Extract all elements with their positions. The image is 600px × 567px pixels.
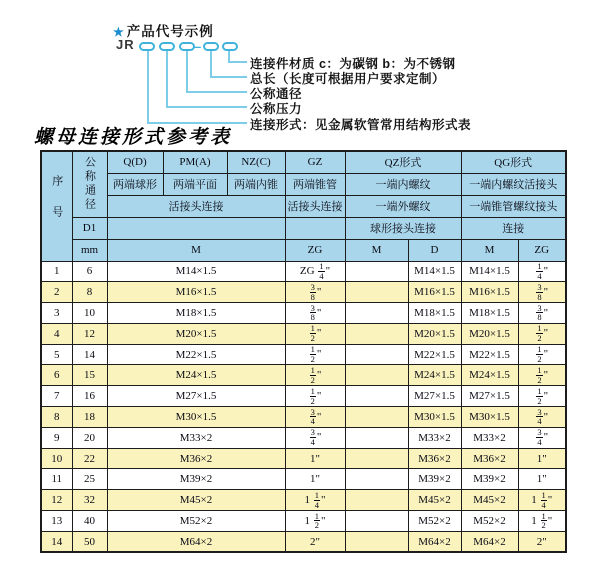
- header-col-qg: QG形式: [461, 151, 566, 173]
- connector-line-h: [210, 76, 247, 78]
- cell-qz-d: M36×2: [408, 448, 461, 469]
- header-qz-connection: 球形接头连接: [345, 217, 461, 239]
- cell-qz-m: [345, 282, 408, 303]
- cell-m: M22×1.5: [107, 344, 285, 365]
- connector-line-v: [166, 51, 168, 106]
- cell-qz-m: [345, 427, 408, 448]
- cell-qg-m: M52×2: [461, 511, 518, 532]
- cell-qz-d: M14×1.5: [408, 261, 461, 282]
- cell-qz-m: [345, 365, 408, 386]
- cell-qz-m: [345, 469, 408, 490]
- cell-seq: 12: [41, 490, 72, 511]
- header-pm-desc: 两端平面: [163, 173, 227, 195]
- cell-qz-m: [345, 448, 408, 469]
- cell-gz-zg: 1 $\frac{1}{4}$ ": [285, 490, 345, 511]
- cell-mm: 32: [72, 490, 107, 511]
- cell-mm: 15: [72, 365, 107, 386]
- cell-qg-m: M33×2: [461, 427, 518, 448]
- table-row: [41, 303, 566, 324]
- table-row: [41, 344, 566, 365]
- cell-qz-d: M39×2: [408, 469, 461, 490]
- cell-qz-d: M24×1.5: [408, 365, 461, 386]
- header-gz-desc: 两端锥管: [285, 173, 345, 195]
- cell-qg-zg: $\frac{3}{8}$ ": [518, 303, 566, 324]
- table-body: [41, 261, 566, 552]
- cell-gz-zg: ZG $\frac{1}{4}$ ": [285, 261, 345, 282]
- header-col-qz: QZ形式: [345, 151, 461, 173]
- code-box-2: [159, 42, 175, 51]
- table-row: [41, 531, 566, 552]
- cell-qg-m: M27×1.5: [461, 386, 518, 407]
- header-col-qd: Q(D): [107, 151, 163, 173]
- connector-line-v: [186, 51, 188, 91]
- code-dash: –: [194, 39, 202, 54]
- cell-seq: 2: [41, 282, 72, 303]
- nut-connection-reference-table: [40, 150, 567, 553]
- cell-qz-d: M18×1.5: [408, 303, 461, 324]
- cell-m: M52×2: [107, 511, 285, 532]
- header-qg-connection: 连接: [461, 217, 566, 239]
- table-row: [41, 407, 566, 428]
- cell-gz-zg: $\frac{3}{8}$ ": [285, 282, 345, 303]
- cell-seq: 6: [41, 365, 72, 386]
- cell-m: M20×1.5: [107, 323, 285, 344]
- cell-qg-m: M24×1.5: [461, 365, 518, 386]
- cell-mm: 18: [72, 407, 107, 428]
- cell-qg-zg: 1 $\frac{1}{4}$ ": [518, 490, 566, 511]
- cell-seq: 7: [41, 386, 72, 407]
- diagram-label-material: 连接件材质 c：为碳钢 b：为不锈钢: [250, 57, 456, 71]
- diagram-title-text: 产品代号示例: [126, 24, 214, 39]
- cell-gz-zg: 2": [285, 531, 345, 552]
- cell-qz-m: [345, 490, 408, 511]
- cell-qg-zg: $\frac{1}{2}$ ": [518, 323, 566, 344]
- cell-qz-m: [345, 386, 408, 407]
- connector-line-v: [147, 51, 149, 122]
- cell-qz-m: [345, 511, 408, 532]
- cell-m: M16×1.5: [107, 282, 285, 303]
- cell-m: M64×2: [107, 531, 285, 552]
- cell-m: M14×1.5: [107, 261, 285, 282]
- header-qz-desc1: 一端内螺纹: [345, 173, 461, 195]
- cell-gz-zg: 1": [285, 448, 345, 469]
- cell-qz-d: M16×1.5: [408, 282, 461, 303]
- code-box-4: [203, 42, 219, 51]
- cell-mm: 25: [72, 469, 107, 490]
- connector-line-h: [166, 106, 247, 108]
- cell-gz-zg: $\frac{3}{4}$ ": [285, 407, 345, 428]
- cell-mm: 10: [72, 303, 107, 324]
- table-row: [41, 469, 566, 490]
- cell-seq: 10: [41, 448, 72, 469]
- cell-qg-m: M22×1.5: [461, 344, 518, 365]
- table-row: [41, 511, 566, 532]
- cell-qz-d: M30×1.5: [408, 407, 461, 428]
- cell-qg-zg: 2": [518, 531, 566, 552]
- code-box-3: [179, 42, 195, 51]
- cell-seq: 9: [41, 427, 72, 448]
- cell-qz-d: M45×2: [408, 490, 461, 511]
- cell-qg-m: M20×1.5: [461, 323, 518, 344]
- diagram-label-connection: 连接形式：见金属软管常用结构形式表: [250, 118, 472, 132]
- cell-qg-m: M45×2: [461, 490, 518, 511]
- product-code-prefix: JR: [116, 37, 135, 52]
- cell-m: M24×1.5: [107, 365, 285, 386]
- table-header: [41, 151, 566, 261]
- cell-qg-zg: $\frac{3}{4}$ ": [518, 427, 566, 448]
- cell-gz-zg: 1": [285, 469, 345, 490]
- cell-qg-zg: 1": [518, 448, 566, 469]
- cell-seq: 5: [41, 344, 72, 365]
- cell-qg-zg: 1": [518, 469, 566, 490]
- cell-qg-zg: $\frac{1}{4}$ ": [518, 261, 566, 282]
- cell-seq: 11: [41, 469, 72, 490]
- connector-line-v: [228, 51, 230, 61]
- connector-line-h: [186, 91, 247, 93]
- cell-qg-zg: $\frac{1}{2}$ ": [518, 386, 566, 407]
- cell-qg-m: M30×1.5: [461, 407, 518, 428]
- table-row: [41, 490, 566, 511]
- header-m2: M: [345, 239, 408, 261]
- cell-mm: 12: [72, 323, 107, 344]
- cell-qg-zg: $\frac{1}{2}$ ": [518, 344, 566, 365]
- header-col-gz: GZ: [285, 151, 345, 173]
- cell-gz-zg: $\frac{3}{4}$ ": [285, 427, 345, 448]
- diagram-label-diameter: 公称通径: [250, 87, 303, 101]
- table-title: 螺母连接形式参考表: [34, 127, 233, 148]
- header-d1: D1: [72, 217, 107, 239]
- cell-mm: 50: [72, 531, 107, 552]
- cell-gz-zg: 1 $\frac{1}{2}$ ": [285, 511, 345, 532]
- cell-qg-zg: 1 $\frac{1}{2}$ ": [518, 511, 566, 532]
- cell-gz-zg: $\frac{1}{2}$ ": [285, 365, 345, 386]
- cell-m: M33×2: [107, 427, 285, 448]
- header-zg2: ZG: [518, 239, 566, 261]
- table-row: [41, 282, 566, 303]
- cell-seq: 13: [41, 511, 72, 532]
- cell-qg-m: M64×2: [461, 531, 518, 552]
- cell-qz-m: [345, 261, 408, 282]
- cell-gz-zg: $\frac{3}{8}$ ": [285, 303, 345, 324]
- cell-qz-m: [345, 531, 408, 552]
- cell-m: M39×2: [107, 469, 285, 490]
- cell-qz-d: M20×1.5: [408, 323, 461, 344]
- header-m1: M: [107, 239, 285, 261]
- connector-line-v: [210, 51, 212, 76]
- cell-m: M45×2: [107, 490, 285, 511]
- header-empty-gz: [285, 217, 345, 239]
- header-union-connection: 活接头连接: [107, 195, 285, 217]
- table-row: [41, 261, 566, 282]
- cell-qg-zg: $\frac{1}{2}$ ": [518, 365, 566, 386]
- header-nz-desc: 两端内锥: [227, 173, 285, 195]
- cell-qz-m: [345, 323, 408, 344]
- header-gz-connection: 活接头连接: [285, 195, 345, 217]
- header-col-pm: PM(A): [163, 151, 227, 173]
- cell-mm: 8: [72, 282, 107, 303]
- cell-qz-m: [345, 344, 408, 365]
- cell-qz-m: [345, 407, 408, 428]
- cell-qz-d: M22×1.5: [408, 344, 461, 365]
- code-box-1: [139, 42, 155, 51]
- cell-qz-d: M64×2: [408, 531, 461, 552]
- cell-qg-m: M39×2: [461, 469, 518, 490]
- cell-seq: 14: [41, 531, 72, 552]
- cell-m: M27×1.5: [107, 386, 285, 407]
- cell-mm: 6: [72, 261, 107, 282]
- connector-line-h: [228, 61, 247, 63]
- header-col-nz: NZ(C): [227, 151, 285, 173]
- star-icon: ★: [113, 25, 125, 39]
- code-box-5: [222, 42, 238, 51]
- cell-qg-m: M36×2: [461, 448, 518, 469]
- header-qd-desc: 两端球形: [107, 173, 163, 195]
- cell-seq: 1: [41, 261, 72, 282]
- cell-gz-zg: $\frac{1}{2}$ ": [285, 323, 345, 344]
- cell-m: M18×1.5: [107, 303, 285, 324]
- header-qz-desc2: 一端外螺纹: [345, 195, 461, 217]
- header-m3: M: [461, 239, 518, 261]
- cell-qg-m: M14×1.5: [461, 261, 518, 282]
- header-seq: 序号: [41, 151, 72, 261]
- header-zg1: ZG: [285, 239, 345, 261]
- table-row: [41, 365, 566, 386]
- cell-mm: 22: [72, 448, 107, 469]
- cell-qg-m: M18×1.5: [461, 303, 518, 324]
- cell-m: M36×2: [107, 448, 285, 469]
- cell-qz-d: M33×2: [408, 427, 461, 448]
- cell-seq: 8: [41, 407, 72, 428]
- header-empty-left: [107, 217, 285, 239]
- cell-m: M30×1.5: [107, 407, 285, 428]
- table-row: [41, 427, 566, 448]
- cell-qg-zg: $\frac{3}{8}$ ": [518, 282, 566, 303]
- diagram-label-length: 总长（长度可根据用户要求定制）: [250, 72, 446, 86]
- cell-gz-zg: $\frac{1}{2}$ ": [285, 344, 345, 365]
- header-d: D: [408, 239, 461, 261]
- cell-qz-m: [345, 303, 408, 324]
- cell-qg-zg: $\frac{3}{4}$ ": [518, 407, 566, 428]
- cell-seq: 3: [41, 303, 72, 324]
- table-row: [41, 323, 566, 344]
- header-qg-desc2: 一端锥管螺纹接头: [461, 195, 566, 217]
- cell-gz-zg: $\frac{1}{2}$ ": [285, 386, 345, 407]
- table-row: [41, 386, 566, 407]
- table-row: [41, 448, 566, 469]
- cell-qg-m: M16×1.5: [461, 282, 518, 303]
- cell-mm: 20: [72, 427, 107, 448]
- cell-qz-d: M27×1.5: [408, 386, 461, 407]
- cell-mm: 40: [72, 511, 107, 532]
- header-qg-desc1: 一端内螺纹活接头: [461, 173, 566, 195]
- cell-mm: 16: [72, 386, 107, 407]
- cell-seq: 4: [41, 323, 72, 344]
- cell-qz-d: M52×2: [408, 511, 461, 532]
- header-diameter: 公称通径: [72, 151, 107, 217]
- header-mm: mm: [72, 239, 107, 261]
- diagram-label-pressure: 公称压力: [250, 102, 303, 116]
- cell-mm: 14: [72, 344, 107, 365]
